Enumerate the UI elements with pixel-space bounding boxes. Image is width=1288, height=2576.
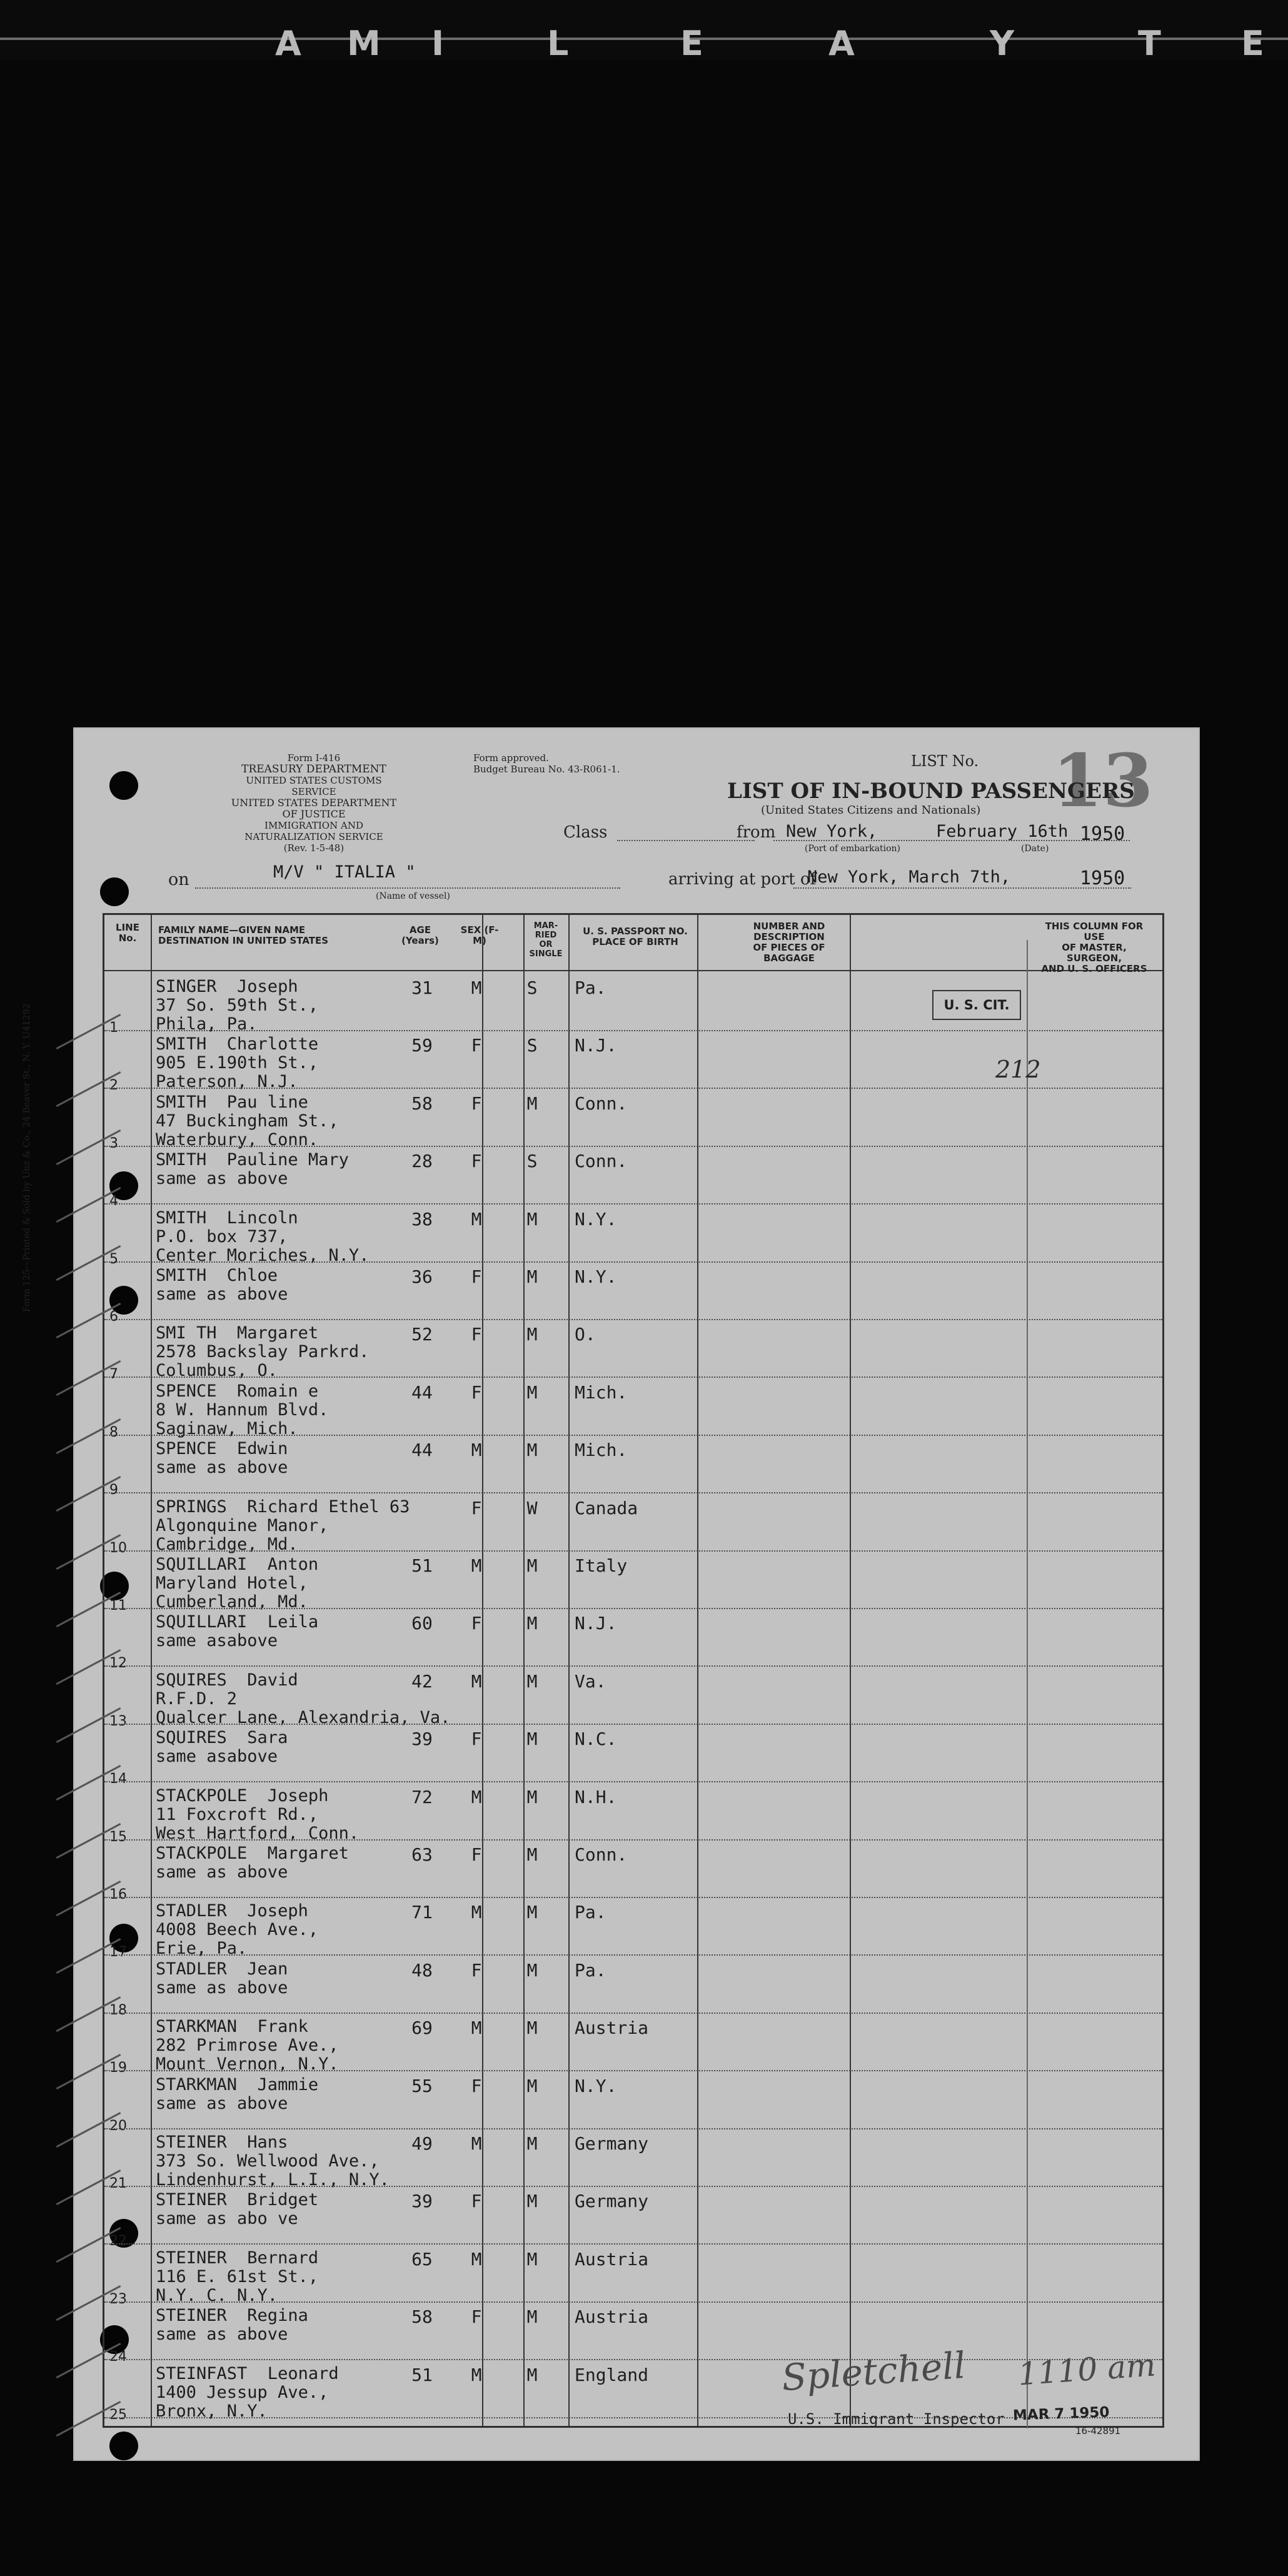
arrival-port: New York, March 7th, [807, 867, 1011, 887]
place-of-birth: Mich. [575, 1440, 628, 1461]
marital-status: M [526, 2133, 538, 2154]
passenger-sex: F [471, 1151, 482, 1172]
stamp-code: 16-42891 [1075, 2425, 1121, 2437]
passenger-age: 28 [411, 1151, 433, 1172]
passenger-sex: M [471, 2364, 482, 2385]
marital-status: M [526, 2018, 538, 2039]
line-number: 7 [109, 1366, 118, 1383]
passenger-name-destination: STEINER Regina same as above [156, 2306, 308, 2345]
passenger-age: 58 [411, 2306, 433, 2328]
line-number: 18 [109, 2002, 127, 2018]
passport-birth-header: U. S. PASSPORT NO. PLACE OF BIRTH [583, 926, 688, 947]
line-number: 8 [109, 1424, 118, 1440]
approval-block [473, 752, 620, 775]
passenger-age: 42 [411, 1670, 433, 1692]
row-dotted-divider [104, 1203, 1162, 1205]
vessel-line [195, 887, 620, 889]
passenger-age: 71 [411, 1902, 433, 1923]
passenger-name-destination: SMI TH Margaret 2578 Backslay Parkrd. Columbus, O. [156, 1323, 370, 1381]
row-dotted-divider [104, 1550, 1162, 1552]
place-of-birth: Conn. [575, 1844, 628, 1865]
passenger-name-destination: SMITH Pauline Mary same as above [156, 1150, 349, 1189]
row-dotted-divider [104, 1665, 1162, 1667]
embarkation-line [773, 840, 1130, 841]
marital-status: S [526, 1151, 538, 1172]
passenger-name-destination: SMITH Pau line 47 Buckingham St., Waterbury, Conn. [156, 1092, 339, 1149]
passenger-name-destination: STEINER Bernard 116 E. 61st St., N.Y. C. N.Y. [156, 2248, 319, 2305]
passenger-sex: M [471, 1555, 482, 1576]
row-dotted-divider [104, 2186, 1162, 2187]
passenger-sex: F [471, 1497, 482, 1518]
passenger-name-destination: SQUIRES David R.F.D. 2 Qualcer Lane, Alexandria, Va. [156, 1670, 451, 1727]
passenger-age: 60 [411, 1613, 433, 1634]
place-of-birth: Austria [575, 2018, 649, 2039]
row-dotted-divider [104, 2359, 1162, 2360]
passenger-sex: F [471, 1324, 482, 1345]
us-citizen-stamp: U. S. CIT. [932, 990, 1021, 1020]
film-letter: I [431, 24, 445, 63]
passenger-sex: F [471, 1381, 482, 1403]
arrival-line [793, 887, 1131, 889]
passenger-sex: F [471, 1844, 482, 1865]
passenger-name-destination: SMITH Charlotte 905 E.190th St., Paterson, N.J. [156, 1034, 319, 1092]
passenger-sex: F [471, 1266, 482, 1287]
passenger-name-destination: SPRINGS Richard Ethel 63 Algonquine Manor, Cambridge, Md. [156, 1497, 410, 1554]
film-letter: E [680, 24, 703, 63]
row-dotted-divider [104, 1724, 1162, 1725]
vessel-name: M/V " ITALIA " [273, 862, 416, 882]
passenger-name-destination: STEINER Bridget same as abo ve [156, 2190, 319, 2229]
line-number: 19 [109, 2060, 127, 2076]
embarkation-port: New York, [786, 822, 878, 841]
row-dotted-divider [104, 1088, 1162, 1089]
place-of-birth: Canada [575, 1497, 638, 1518]
class-label: Class [563, 823, 608, 842]
arrival-label: arriving at port of [668, 870, 817, 889]
place-of-birth: Mich. [575, 1381, 628, 1403]
film-letter: A [828, 24, 855, 63]
marital-status: M [526, 1729, 538, 1750]
line-number: 1 [109, 1020, 118, 1036]
passenger-age: 36 [411, 1266, 433, 1287]
marital-status: M [526, 1902, 538, 1923]
passenger-age: 52 [411, 1324, 433, 1345]
place-of-birth: Pa. [575, 1902, 606, 1923]
marital-status: M [526, 1266, 538, 1287]
embarkation-caption: (Port of embarkation) [805, 844, 900, 854]
class-field-line [617, 840, 755, 841]
date-stamp: MAR 7 1950 [1012, 2404, 1110, 2424]
place-of-birth: Pa. [575, 1959, 606, 1981]
line-number: 13 [109, 1713, 127, 1729]
line-number-header: LINE No. [116, 922, 139, 944]
place-of-birth: Pa. [575, 977, 606, 998]
passenger-name-destination: STARKMAN Jammie same as above [156, 2074, 319, 2113]
list-number: 13 [1052, 739, 1154, 824]
row-dotted-divider [104, 1608, 1162, 1609]
marital-status: M [526, 1959, 538, 1981]
line-number: 3 [109, 1135, 118, 1151]
revision-date: (Rev. 1-5-48) [283, 842, 345, 854]
place-of-birth: N.J. [575, 1035, 617, 1056]
row-dotted-divider [104, 1897, 1162, 1898]
manifest-title: LIST OF IN-BOUND PASSENGERS [727, 779, 1135, 804]
marital-status: M [526, 2306, 538, 2328]
marital-status: M [526, 1440, 538, 1461]
marital-status: M [526, 1786, 538, 1807]
place-of-birth: Va. [575, 1670, 606, 1692]
punch-hole [109, 771, 138, 800]
married-single-header: MAR- RIED OR SINGLE [529, 921, 563, 959]
passenger-name-destination: SPENCE Edwin same as above [156, 1439, 288, 1478]
from-label: from [737, 823, 776, 842]
embarkation-year: 1950 [1080, 823, 1125, 845]
film-letter: A [275, 24, 301, 63]
place-of-birth: Austria [575, 2248, 649, 2270]
place-of-birth: N.J. [575, 1613, 617, 1634]
on-label: on [168, 870, 189, 889]
row-dotted-divider [104, 1376, 1162, 1378]
passenger-name-destination: SQUILLARI Leila same asabove [156, 1612, 319, 1651]
passenger-name-destination: SMITH Lincoln P.O. box 737, Center Moriches, N.Y. [156, 1208, 370, 1265]
line-number: 17 [109, 1944, 127, 1961]
line-number: 25 [109, 2407, 127, 2423]
line-number: 20 [109, 2118, 127, 2134]
side-printer-text: Form 125—Printed & Sold by Unz & Co., 24 Beaver St., N. Y. U41292 [22, 1003, 32, 1312]
row-dotted-divider [104, 1435, 1162, 1436]
line-number: 10 [109, 1540, 127, 1556]
passenger-age: 44 [411, 1381, 433, 1403]
manifest-subtitle: (United States Citizens and Nationals) [761, 804, 981, 817]
row-dotted-divider [104, 2013, 1162, 2014]
row-dotted-divider [104, 1319, 1162, 1320]
film-strip-line [0, 38, 1288, 40]
passenger-sex: F [471, 2191, 482, 2212]
marital-status: M [526, 1844, 538, 1865]
passenger-age: 39 [411, 1729, 433, 1750]
marital-status: W [526, 1497, 538, 1518]
header-divider [104, 970, 1162, 971]
baggage-header: NUMBER AND DESCRIPTION OF PIECES OF BAGGAGE [753, 921, 825, 964]
passenger-name-destination: STADLER Joseph 4008 Beech Ave., Erie, Pa. [156, 1901, 319, 1959]
passenger-name-destination: SMITH Chloe same as above [156, 1266, 288, 1304]
form-agency-block [223, 752, 405, 854]
place-of-birth: O. [575, 1324, 596, 1345]
inspector-label: U.S. Immigrant Inspector [788, 2410, 1005, 2428]
passenger-sex: F [471, 1613, 482, 1634]
column-divider [697, 915, 698, 2426]
passenger-name-destination: STEINFAST Leonard 1400 Jessup Ave., Bronx, N.Y. [156, 2363, 339, 2421]
marital-status: M [526, 1381, 538, 1403]
place-of-birth: N.Y. [575, 1208, 617, 1230]
row-dotted-divider [104, 1146, 1162, 1147]
row-dotted-divider [104, 2070, 1162, 2071]
passenger-age: 55 [411, 2075, 433, 2096]
passenger-name-destination: STEINER Hans 373 So. Wellwood Ave., Lindenhurst, L.I., N.Y. [156, 2133, 390, 2190]
passenger-sex: M [471, 977, 482, 998]
passenger-age: 59 [411, 1035, 433, 1056]
passenger-age: 69 [411, 2018, 433, 2039]
date-caption: (Date) [1021, 844, 1049, 854]
marital-status: M [526, 2075, 538, 2096]
passenger-name-destination: SQUILLARI Anton Maryland Hotel, Cumberland, Md. [156, 1555, 319, 1612]
film-letter: Y [990, 24, 1015, 63]
handwritten-number: 212 [995, 1056, 1041, 1083]
line-number: 15 [109, 1829, 127, 1845]
marital-status: M [526, 1093, 538, 1114]
marital-status: M [526, 2364, 538, 2385]
film-letter: M [347, 24, 381, 63]
place-of-birth: Germany [575, 2191, 649, 2212]
line-number: 14 [109, 1771, 127, 1787]
line-number: 12 [109, 1655, 127, 1672]
arrival-year: 1950 [1080, 867, 1125, 889]
marital-status: M [526, 1324, 538, 1345]
row-dotted-divider [104, 1839, 1162, 1841]
passenger-name-destination: STARKMAN Frank 282 Primrose Ave., Mount Vernon, N.Y. [156, 2017, 339, 2074]
line-number: 5 [109, 1251, 118, 1267]
customs-service: UNITED STATES CUSTOMS SERVICE [246, 775, 382, 797]
punch-hole [109, 2432, 138, 2460]
place-of-birth: N.H. [575, 1786, 617, 1807]
budget-bureau-number: Budget Bureau No. 43-R061-1. [473, 764, 620, 775]
passenger-sex: F [471, 1035, 482, 1056]
place-of-birth: Germany [575, 2133, 649, 2154]
passenger-sex: F [471, 1959, 482, 1981]
line-number: 4 [109, 1193, 118, 1210]
passenger-table [103, 913, 1164, 2428]
immigration-service: IMMIGRATION AND NATURALIZATION SERVICE [244, 820, 383, 842]
film-letter: T [1138, 24, 1161, 63]
line-number: 2 [109, 1078, 118, 1094]
passenger-sex: F [471, 2075, 482, 2096]
row-dotted-divider [104, 2128, 1162, 2129]
line-number: 11 [109, 1598, 127, 1614]
place-of-birth: England [575, 2364, 649, 2385]
age-header: AGE (Years) [401, 924, 439, 946]
column-divider [850, 915, 851, 2426]
passenger-name-destination: STADLER Jean same as above [156, 1959, 288, 1998]
marital-status: S [526, 977, 538, 998]
passenger-age: 72 [411, 1786, 433, 1807]
inspector-signature: Spletchell [780, 2343, 967, 2400]
column-divider [151, 915, 152, 2426]
passenger-sex: M [471, 2018, 482, 2039]
approval-text: Form approved. [473, 752, 549, 764]
marital-status: M [526, 1670, 538, 1692]
place-of-birth: N.Y. [575, 1266, 617, 1287]
marital-status: M [526, 1208, 538, 1230]
line-number: 6 [109, 1309, 118, 1325]
line-number: 24 [109, 2349, 127, 2365]
passenger-age: 51 [411, 1555, 433, 1576]
passenger-sex: F [471, 2306, 482, 2328]
passenger-age: 51 [411, 2364, 433, 2385]
passenger-sex: M [471, 1208, 482, 1230]
passenger-age: 58 [411, 1093, 433, 1114]
name-destination-header: FAMILY NAME—GIVEN NAME DESTINATION IN UNITED STATES [158, 924, 329, 946]
film-letter: E [1241, 24, 1264, 63]
embarkation-date: February 16th [936, 822, 1069, 841]
passenger-name-destination: SQUIRES Sara same asabove [156, 1728, 288, 1767]
row-dotted-divider [104, 2243, 1162, 2245]
passenger-sex: M [471, 1902, 482, 1923]
passenger-sex: M [471, 1440, 482, 1461]
film-letter: L [547, 24, 569, 63]
passenger-age: 49 [411, 2133, 433, 2154]
marital-status: M [526, 1613, 538, 1634]
row-dotted-divider [104, 1781, 1162, 1782]
handwritten-time: 1110 am [1017, 2346, 1157, 2393]
line-number: 21 [109, 2176, 127, 2191]
officer-column-line [1027, 940, 1028, 2428]
treasury-department: TREASURY DEPARTMENT [241, 763, 386, 775]
place-of-birth: N.C. [575, 1729, 617, 1750]
passenger-age: 48 [411, 1959, 433, 1981]
form-number: Form I-416 [287, 752, 341, 764]
passenger-name-destination: STACKPOLE Joseph 11 Foxcroft Rd., West Hartford, Conn. [156, 1786, 360, 1843]
passenger-name-destination: SPENCE Romain e 8 W. Hannum Blvd. Saginaw, Mich. [156, 1381, 329, 1438]
row-dotted-divider [104, 1954, 1162, 1956]
place-of-birth: Conn. [575, 1151, 628, 1172]
justice-department: UNITED STATES DEPARTMENT OF JUSTICE [231, 797, 397, 820]
marital-status: M [526, 2248, 538, 2270]
list-number-label: LIST No. [911, 752, 979, 770]
officer-use-header: THIS COLUMN FOR USE OF MASTER, SURGEON, AND U. S. OFFICERS [1041, 921, 1147, 974]
row-dotted-divider [104, 2301, 1162, 2303]
marital-status: M [526, 2191, 538, 2212]
row-dotted-divider [104, 1030, 1162, 1031]
line-number: 23 [109, 2291, 127, 2307]
punch-hole [100, 877, 129, 906]
passenger-sex: F [471, 1093, 482, 1114]
passenger-age: 31 [411, 977, 433, 998]
passenger-sex: M [471, 2248, 482, 2270]
place-of-birth: Austria [575, 2306, 649, 2328]
passenger-name-destination: STACKPOLE Margaret same as above [156, 1844, 349, 1882]
place-of-birth: Italy [575, 1555, 628, 1576]
film-strip-edge [0, 0, 1288, 63]
passenger-sex: M [471, 2133, 482, 2154]
place-of-birth: N.Y. [575, 2075, 617, 2096]
line-number: 9 [109, 1482, 118, 1498]
line-number: 22 [109, 2233, 127, 2250]
passenger-age: 38 [411, 1208, 433, 1230]
marital-status: S [526, 1035, 538, 1056]
row-dotted-divider [104, 1492, 1162, 1493]
passenger-sex: M [471, 1786, 482, 1807]
place-of-birth: Conn. [575, 1093, 628, 1114]
column-divider [568, 915, 570, 2426]
passenger-name-destination: SINGER Joseph 37 So. 59th St., Phila, Pa. [156, 977, 319, 1034]
passenger-age: 44 [411, 1440, 433, 1461]
marital-status: M [526, 1555, 538, 1576]
vessel-caption: (Name of vessel) [376, 891, 450, 901]
sex-header: SEX (F-M) [460, 924, 499, 946]
passenger-age: 39 [411, 2191, 433, 2212]
row-dotted-divider [104, 1261, 1162, 1263]
passenger-sex: M [471, 1670, 482, 1692]
passenger-age: 65 [411, 2248, 433, 2270]
passenger-age: 63 [411, 1844, 433, 1865]
line-number: 16 [109, 1887, 127, 1902]
passenger-sex: F [471, 1729, 482, 1750]
